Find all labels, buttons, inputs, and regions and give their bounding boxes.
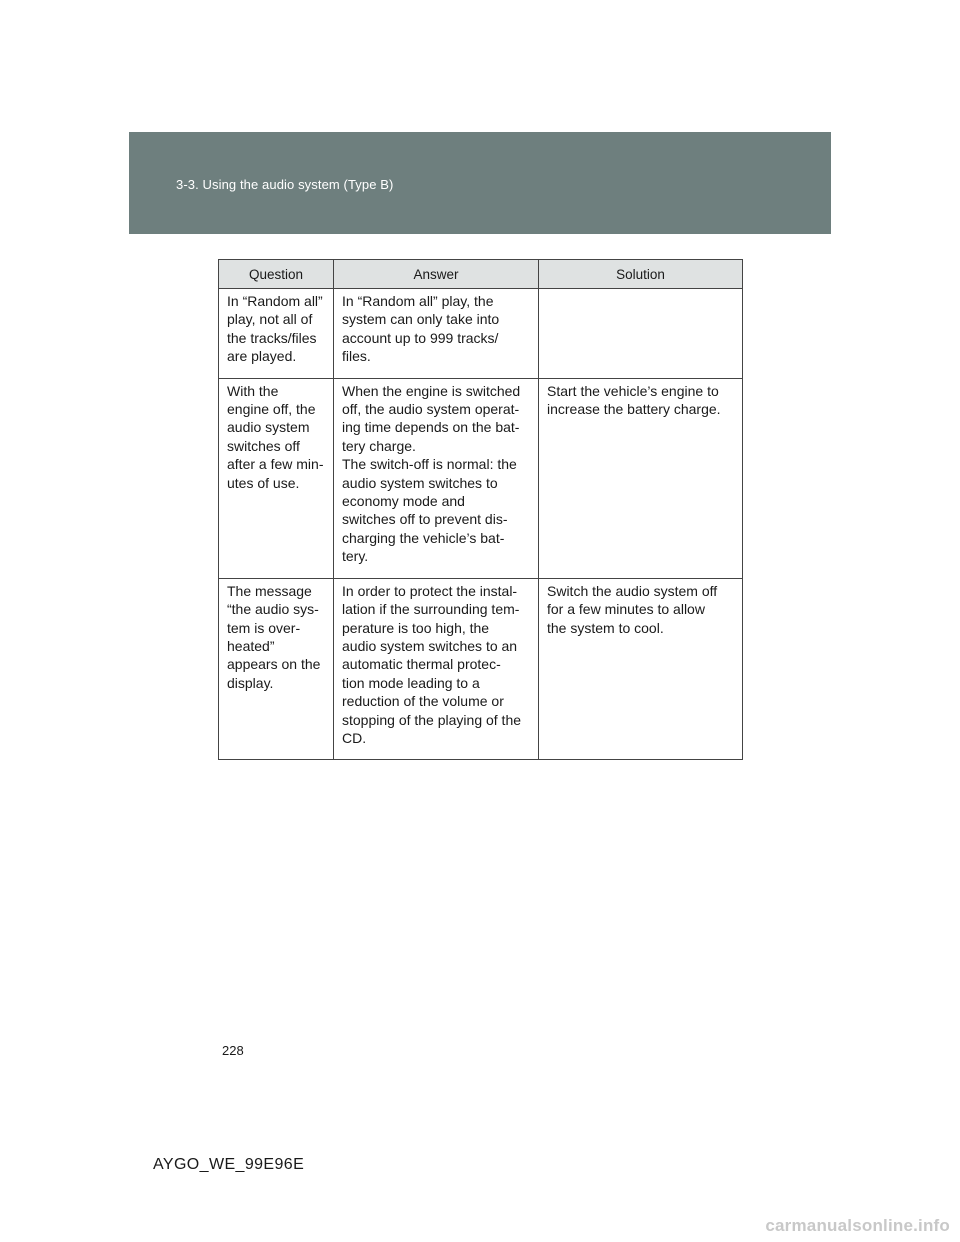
column-header-answer: Answer	[334, 260, 539, 289]
troubleshooting-table	[218, 259, 743, 760]
answer-cell: In order to protect the instal- lation if the surrounding tem- perature is too high, the audio system switches to an automatic thermal protec- tion mode leading to a reduction of the volume or stopping of the playing of the CD.	[334, 578, 539, 760]
answer-cell: When the engine is switched off, the audio system operat- ing time depends on the bat- tery charge. The switch-off is normal: the audio system switches to economy mode and switches off to prevent dis- charging the vehicle’s bat- tery.	[334, 378, 539, 578]
table-header-row	[219, 260, 743, 289]
column-header-question: Question	[219, 260, 334, 289]
document-code: AYGO_WE_99E96E	[153, 1156, 305, 1173]
section-header-band	[129, 132, 831, 234]
solution-cell	[539, 289, 743, 379]
column-header-solution: Solution	[539, 260, 743, 289]
answer-cell: In “Random all” play, the system can only take into account up to 999 tracks/ files.	[334, 289, 539, 379]
section-title: 3-3. Using the audio system (Type B)	[176, 177, 394, 192]
solution-cell: Start the vehicle’s engine to increase the battery charge.	[539, 378, 743, 578]
page-number: 228	[222, 1043, 244, 1058]
question-cell: With the engine off, the audio system switches off after a few min- utes of use.	[219, 378, 334, 578]
question-cell: The message “the audio sys- tem is over- heated” appears on the display.	[219, 578, 334, 760]
solution-cell: Switch the audio system off for a few minutes to allow the system to cool.	[539, 578, 743, 760]
table-row	[219, 378, 743, 578]
table-row	[219, 289, 743, 379]
table-row	[219, 578, 743, 760]
watermark-link[interactable]: carmanualsonline.info	[765, 1216, 950, 1235]
question-cell: In “Random all” play, not all of the tracks/files are played.	[219, 289, 334, 379]
